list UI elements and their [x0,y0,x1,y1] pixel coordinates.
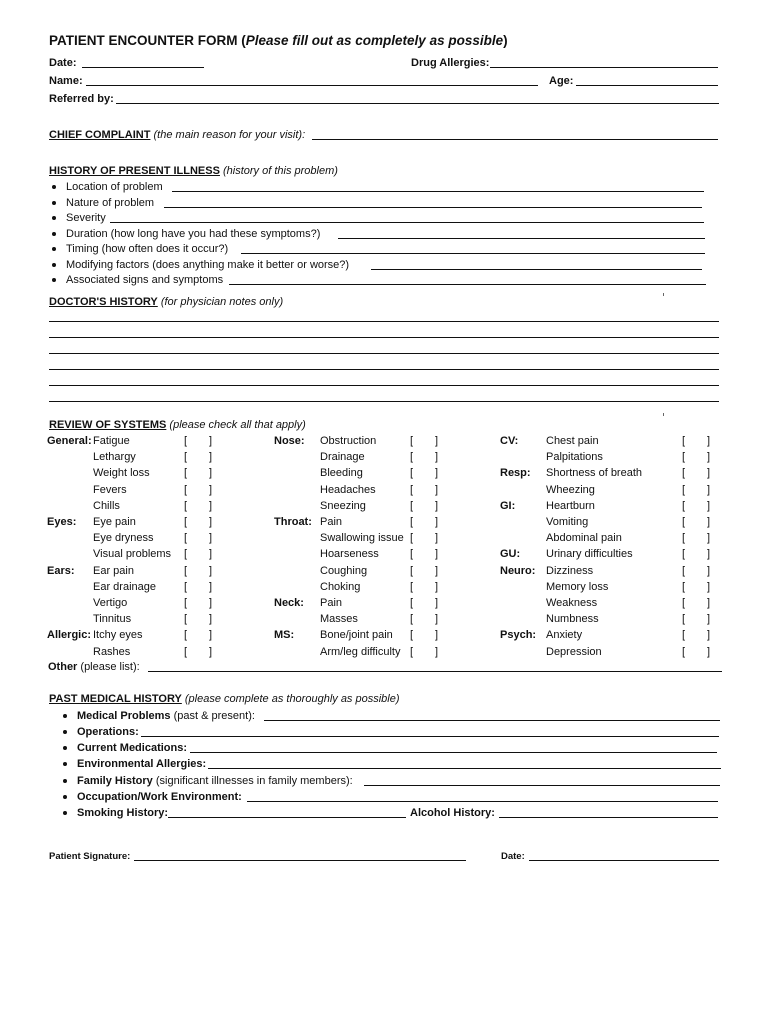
checkbox-open-bracket: [ [184,451,188,464]
checkbox-open-bracket: [ [184,548,188,561]
smoking-history-field[interactable] [168,817,406,818]
age-field[interactable] [576,85,718,86]
chief-complaint-heading: CHIEF COMPLAINT (the main reason for your visit): [49,129,306,141]
checkbox[interactable] [410,612,438,626]
checkbox-close-bracket: ] [434,645,438,658]
checkbox-close-bracket: ] [434,435,438,447]
checkbox-close-bracket: ] [706,451,710,464]
ros-throat-item: Choking [320,580,361,593]
checkbox-open-bracket: [ [410,451,414,464]
ros-psych-item: Depression [546,645,602,658]
checkbox-close-bracket: ] [706,548,710,561]
checkbox-close-bracket: ] [208,548,212,561]
checkbox-open-bracket: [ [410,483,414,496]
checkbox-close-bracket: ] [434,499,438,512]
bullet-icon [52,216,56,220]
checkbox[interactable] [184,531,212,545]
checkbox[interactable] [184,547,212,561]
form-title: PATIENT ENCOUNTER FORM (Please fill out as completely as possible) [49,33,508,48]
ros-neuro-label: Neuro: [500,564,536,577]
checkbox[interactable] [682,531,710,545]
ros-gu-item: Urinary difficulties [546,548,633,561]
checkbox[interactable] [682,596,710,610]
ros-gi-label: GI: [500,499,516,512]
name-field[interactable] [86,85,538,86]
checkbox[interactable] [682,580,710,594]
checkbox[interactable] [184,450,212,464]
ros-ears-item: Tinnitus [93,613,132,626]
checkbox-open-bracket: [ [682,548,686,561]
checkbox-open-bracket: [ [184,564,188,577]
checkbox[interactable] [682,564,710,578]
checkbox-open-bracket: [ [410,613,414,626]
ros-cv-label: CV: [500,435,519,447]
alcohol-history-label: Alcohol History: [410,807,495,819]
ros-eyes-label: Eyes: [47,516,77,528]
checkbox-close-bracket: ] [706,613,710,626]
checkbox-close-bracket: ] [706,629,710,642]
checkbox-close-bracket: ] [706,564,710,577]
environmental-allergies-field[interactable] [208,768,721,769]
ros-throat-item: Swallowing issue [320,532,404,545]
signature-field[interactable] [134,860,466,861]
checkbox[interactable] [410,580,438,594]
checkbox[interactable] [682,628,710,642]
ros-ears-label: Ears: [47,564,75,577]
checkbox[interactable] [682,499,710,513]
checkbox-open-bracket: [ [682,499,686,512]
checkbox[interactable] [184,612,212,626]
checkbox-close-bracket: ] [434,483,438,496]
ros-other-field[interactable] [148,671,722,672]
pmh-heading: PAST MEDICAL HISTORY (please complete as thoroughly as possible) [49,693,400,705]
checkbox-open-bracket: [ [184,580,188,593]
ros-gi-item: Vomiting [546,516,589,528]
bullet-icon [63,795,67,799]
checkbox-open-bracket: [ [682,613,686,626]
ros-resp-item: Shortness of breath [546,467,643,480]
checkbox[interactable] [682,547,710,561]
ros-gi-item: Abdominal pain [546,532,622,545]
checkbox[interactable] [682,466,710,480]
checkbox-open-bracket: [ [410,629,414,642]
hpi-item-field[interactable] [164,207,702,208]
medications-field[interactable] [190,752,717,753]
checkbox[interactable] [410,547,438,561]
checkbox-open-bracket: [ [184,435,188,447]
hpi-item-label: Duration (how long have you had these symptoms?) [66,227,321,240]
checkbox[interactable] [682,434,710,448]
ros-general-label: General: [47,435,92,447]
checkbox[interactable] [410,515,438,529]
checkbox-close-bracket: ] [434,629,438,642]
doctor-notes-line[interactable] [49,321,719,322]
bullet-icon [63,746,67,750]
checkbox-close-bracket: ] [208,597,212,609]
checkbox-open-bracket: [ [184,629,188,642]
checkbox-close-bracket: ] [706,597,710,609]
checkbox[interactable] [410,450,438,464]
footer-date-label: Date: [501,851,525,862]
checkbox-open-bracket: [ [410,435,414,447]
checkbox-open-bracket: [ [682,516,686,528]
checkbox-close-bracket: ] [434,532,438,545]
checkbox-open-bracket: [ [410,645,414,658]
drug-allergies-field[interactable] [490,67,718,68]
hpi-item-field[interactable] [110,222,704,223]
checkbox-close-bracket: ] [208,629,212,642]
date-field[interactable] [82,67,204,68]
checkbox[interactable] [410,499,438,513]
alcohol-history-field[interactable] [499,817,718,818]
ros-nose-item: Bleeding [320,467,363,480]
checkbox-open-bracket: [ [184,499,188,512]
checkbox[interactable] [184,628,212,642]
referred-by-label: Referred by: [49,93,114,105]
drug-allergies-label: Drug Allergies: [411,57,490,69]
ros-general-item: Fevers [93,483,127,496]
checkbox-open-bracket: [ [682,564,686,577]
hpi-item-field[interactable] [172,191,704,192]
checkbox[interactable] [410,628,438,642]
smoking-history-label: Smoking History: [77,807,169,819]
checkbox-close-bracket: ] [434,516,438,528]
ros-neuro-item: Memory loss [546,580,609,593]
checkbox-open-bracket: [ [682,467,686,480]
checkbox-close-bracket: ] [208,435,212,447]
operations-field[interactable] [141,736,719,737]
checkbox-close-bracket: ] [208,532,212,545]
ros-neuro-item: Dizziness [546,564,594,577]
doctor-notes-line[interactable] [49,353,719,354]
bullet-icon [63,730,67,734]
checkbox-open-bracket: [ [682,451,686,464]
ros-general-item: Chills [93,499,120,512]
ros-heading: REVIEW OF SYSTEMS (please check all that apply) [49,419,306,431]
checkbox[interactable] [184,596,212,610]
hpi-heading: HISTORY OF PRESENT ILLNESS (history of this problem) [49,165,338,177]
hpi-item-label: Modifying factors (does anything make it better or worse?) [66,258,350,271]
ros-ears-item: Vertigo [93,597,128,609]
checkbox[interactable] [682,612,710,626]
medications-label: Current Medications: [77,742,188,754]
checkbox[interactable] [410,596,438,610]
hpi-item-label: Nature of problem [66,196,155,209]
checkbox-open-bracket: [ [410,467,414,480]
checkbox-close-bracket: ] [208,516,212,528]
ros-allergic-item: Itchy eyes [93,629,143,642]
ros-ears-item: Ear drainage [93,580,156,593]
doctors-history-heading: DOCTOR'S HISTORY (for physician notes only) [49,296,284,308]
checkbox-open-bracket: [ [184,613,188,626]
checkbox-close-bracket: ] [434,613,438,626]
ros-nose-item: Obstruction [320,435,377,447]
checkbox-open-bracket: [ [184,516,188,528]
ros-general-item: Lethargy [93,451,136,464]
checkbox-close-bracket: ] [706,435,710,447]
checkbox[interactable] [682,645,710,659]
checkbox[interactable] [410,645,438,659]
ros-throat-item: Hoarseness [320,548,379,561]
ros-allergic-label: Allergic: [47,629,92,642]
bullet-icon [52,247,56,251]
bullet-icon [52,278,56,282]
checkbox-close-bracket: ] [706,483,710,496]
ros-psych-item: Anxiety [546,629,583,642]
doctor-notes-line[interactable] [49,385,719,386]
ros-throat-item: Coughing [320,564,368,577]
checkbox-open-bracket: [ [184,532,188,545]
checkbox-open-bracket: [ [410,516,414,528]
checkbox-close-bracket: ] [434,548,438,561]
checkbox-open-bracket: [ [682,580,686,593]
checkbox[interactable] [682,483,710,497]
checkbox-close-bracket: ] [208,580,212,593]
checkbox[interactable] [184,564,212,578]
bullet-icon [63,779,67,783]
ros-neck-item: Pain [320,597,343,609]
ros-resp-item: Wheezing [546,483,595,496]
hpi-item-field[interactable] [371,269,702,270]
age-label: Age: [549,75,574,87]
checkbox[interactable] [184,434,212,448]
checkbox-close-bracket: ] [706,467,710,480]
checkbox-open-bracket: [ [682,597,686,609]
hpi-item-label: Associated signs and symptoms [66,274,224,286]
ros-nose-item: Drainage [320,451,365,464]
ros-eyes-item: Visual problems [93,548,172,561]
ros-general-item: Fatigue [93,435,130,447]
margin-mark [663,293,664,296]
ros-ears-item: Ear pain [93,564,134,577]
checkbox-open-bracket: [ [682,645,686,658]
ros-ms-item: Bone/joint pain [320,629,393,642]
checkbox-open-bracket: [ [410,564,414,577]
checkbox-open-bracket: [ [682,435,686,447]
ros-eyes-item: Eye dryness [93,532,154,545]
checkbox[interactable] [184,466,212,480]
checkbox[interactable] [184,483,212,497]
ros-neck-item: Masses [320,613,358,626]
ros-gu-label: GU: [500,548,521,561]
checkbox-close-bracket: ] [706,645,710,658]
checkbox[interactable] [410,531,438,545]
ros-neuro-item: Numbness [546,613,599,626]
margin-mark [663,413,664,416]
bullet-icon [52,263,56,267]
checkbox-close-bracket: ] [434,467,438,480]
medical-problems-label: Medical Problems (past & present): [77,710,255,722]
checkbox-open-bracket: [ [184,597,188,609]
checkbox-close-bracket: ] [208,645,212,658]
checkbox-close-bracket: ] [434,451,438,464]
checkbox[interactable] [410,434,438,448]
checkbox-close-bracket: ] [208,564,212,577]
signature-label: Patient Signature: [49,851,131,862]
environmental-allergies-label: Environmental Allergies: [77,758,207,770]
chief-complaint-field[interactable] [312,139,718,140]
checkbox-open-bracket: [ [410,580,414,593]
checkbox[interactable] [410,564,438,578]
family-history-label: Family History (significant illnesses in family members): [77,775,353,787]
checkbox-close-bracket: ] [706,532,710,545]
ros-other-label: Other (please list): [48,661,140,673]
checkbox-close-bracket: ] [434,597,438,609]
checkbox-open-bracket: [ [184,483,188,496]
ros-gi-item: Heartburn [546,499,595,512]
family-history-field[interactable] [364,785,720,786]
checkbox-open-bracket: [ [410,548,414,561]
hpi-item-field[interactable] [229,284,706,285]
checkbox[interactable] [184,515,212,529]
date-label: Date: [49,57,77,69]
checkbox-close-bracket: ] [208,483,212,496]
checkbox[interactable] [410,483,438,497]
hpi-item-field[interactable] [338,238,705,239]
checkbox[interactable] [682,450,710,464]
name-label: Name: [49,75,83,87]
ros-nose-label: Nose: [274,435,305,447]
hpi-item-field[interactable] [241,253,705,254]
ros-ms-item: Arm/leg difficulty [320,645,401,658]
ros-psych-label: Psych: [500,629,537,642]
checkbox-open-bracket: [ [184,645,188,658]
ros-ms-label: MS: [274,629,295,642]
ros-general-item: Weight loss [93,467,150,480]
checkbox-close-bracket: ] [208,451,212,464]
checkbox-close-bracket: ] [434,580,438,593]
doctor-notes-line[interactable] [49,337,719,338]
checkbox[interactable] [682,515,710,529]
medical-problems-field[interactable] [264,720,720,721]
checkbox-close-bracket: ] [208,613,212,626]
ros-throat-label: Throat: [274,516,312,528]
operations-label: Operations: [77,726,139,738]
checkbox[interactable] [184,499,212,513]
checkbox-close-bracket: ] [706,580,710,593]
ros-neuro-item: Weakness [546,597,598,609]
bullet-icon [63,714,67,718]
ros-allergic-item: Rashes [93,645,131,658]
occupation-label: Occupation/Work Environment: [77,791,242,803]
occupation-field[interactable] [247,801,718,802]
checkbox-open-bracket: [ [410,597,414,609]
checkbox-close-bracket: ] [208,467,212,480]
checkbox-open-bracket: [ [410,532,414,545]
ros-resp-label: Resp: [500,467,531,480]
doctor-notes-line[interactable] [49,369,719,370]
checkbox[interactable] [184,645,212,659]
ros-cv-item: Chest pain [546,435,599,447]
bullet-icon [63,762,67,766]
checkbox[interactable] [410,466,438,480]
ros-neck-label: Neck: [274,597,304,609]
checkbox-open-bracket: [ [682,532,686,545]
checkbox-close-bracket: ] [706,516,710,528]
checkbox-open-bracket: [ [682,483,686,496]
checkbox-close-bracket: ] [434,564,438,577]
checkbox-open-bracket: [ [184,467,188,480]
ros-throat-item: Pain [320,516,343,528]
bullet-icon [63,811,67,815]
bullet-icon [52,232,56,236]
checkbox-close-bracket: ] [706,499,710,512]
ros-cv-item: Palpitations [546,451,603,464]
doctor-notes-line[interactable] [49,401,719,402]
hpi-item-label: Severity [66,212,106,224]
ros-nose-item: Sneezing [320,499,366,512]
checkbox[interactable] [184,580,212,594]
bullet-icon [52,185,56,189]
ros-eyes-item: Eye pain [93,516,136,528]
referred-by-field[interactable] [116,103,719,104]
bullet-icon [52,201,56,205]
hpi-item-label: Location of problem [66,181,163,193]
checkbox-open-bracket: [ [410,499,414,512]
ros-nose-item: Headaches [320,483,376,496]
checkbox-open-bracket: [ [682,629,686,642]
footer-date-field[interactable] [529,860,719,861]
checkbox-close-bracket: ] [208,499,212,512]
hpi-item-label: Timing (how often does it occur?) [66,243,229,255]
